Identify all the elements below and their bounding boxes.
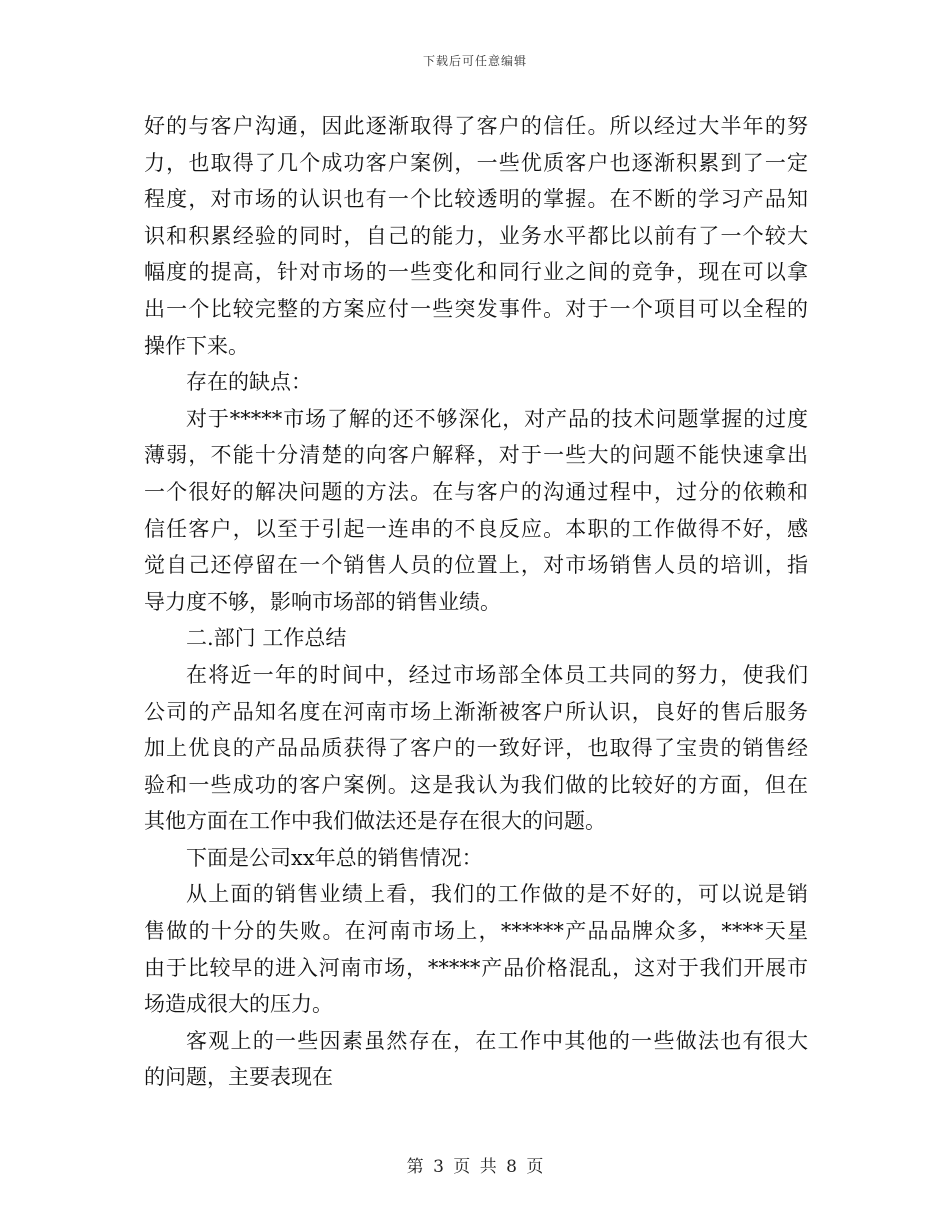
body-line: 程度，对市场的认识也有一个比较透明的掌握。在不断的学习产品知	[144, 187, 808, 212]
body-line: 售做的十分的失败。在河南市场上，******产品品牌众多，****天星	[144, 919, 808, 944]
body-line: 出一个比较完整的方案应付一些突发事件。对于一个项目可以全程的	[144, 296, 808, 321]
body-line: 从上面的销售业绩上看，我们的工作做的是不好的，可以说是销	[186, 882, 808, 907]
body-line: 觉自己还停留在一个销售人员的位置上，对市场销售人员的培训，指	[144, 553, 808, 578]
body-line: 幅度的提高，针对市场的一些变化和同行业之间的竞争，现在可以拿	[144, 260, 808, 285]
body-line: 在将近一年的时间中，经过市场部全体员工共同的努力，使我们	[186, 662, 808, 687]
section-heading: 二.部门 工作总结	[186, 626, 347, 651]
page-number: 第 3 页 共 8 页	[406, 1157, 544, 1177]
body-line: 导力度不够，影响市场部的销售业绩。	[144, 589, 501, 614]
body-line: 识和积累经验的同时，自己的能力，业务水平都比以前有了一个较大	[144, 223, 808, 248]
body-line: 加上优良的产品品质获得了客户的一致好评，也取得了宝贵的销售经	[144, 736, 808, 761]
body-line: 好的与客户沟通，因此逐渐取得了客户的信任。所以经过大半年的努	[144, 114, 808, 138]
body-line: 薄弱，不能十分清楚的向客户解释，对于一些大的问题不能快速拿出	[144, 443, 808, 468]
body-line: 对于*****市场了解的还不够深化，对产品的技术问题掌握的过度	[186, 406, 808, 431]
body-line: 信任客户，以至于引起一连串的不良反应。本职的工作做得不好，感	[144, 516, 808, 541]
body-line: 公司的产品知名度在河南市场上渐渐被客户所认识，良好的售后服务	[144, 699, 808, 724]
body-line: 下面是公司xx年总的销售情况：	[186, 845, 483, 870]
body-line: 其他方面在工作中我们做法还是存在很大的问题。	[144, 809, 606, 834]
document-body	[144, 108, 808, 1096]
body-line: 由于比较早的进入河南市场，*****产品价格混乱，这对于我们开展市	[144, 955, 808, 980]
section-heading: 存在的缺点：	[186, 370, 312, 395]
body-line: 操作下来。	[144, 333, 249, 358]
body-line: 力，也取得了几个成功客户案例，一些优质客户也逐渐积累到了一定	[144, 150, 808, 175]
body-line: 的问题，主要表现在	[144, 1065, 333, 1090]
body-line: 客观上的一些因素虽然存在，在工作中其他的一些做法也有很大	[186, 1028, 808, 1053]
body-line: 验和一些成功的客户案例。这是我认为我们做的比较好的方面，但在	[144, 772, 808, 797]
body-line: 场造成很大的压力。	[144, 992, 333, 1017]
body-line: 一个很好的解决问题的方法。在与客户的沟通过程中，过分的依赖和	[144, 479, 808, 504]
page-header: 下载后可任意编辑	[422, 54, 527, 68]
